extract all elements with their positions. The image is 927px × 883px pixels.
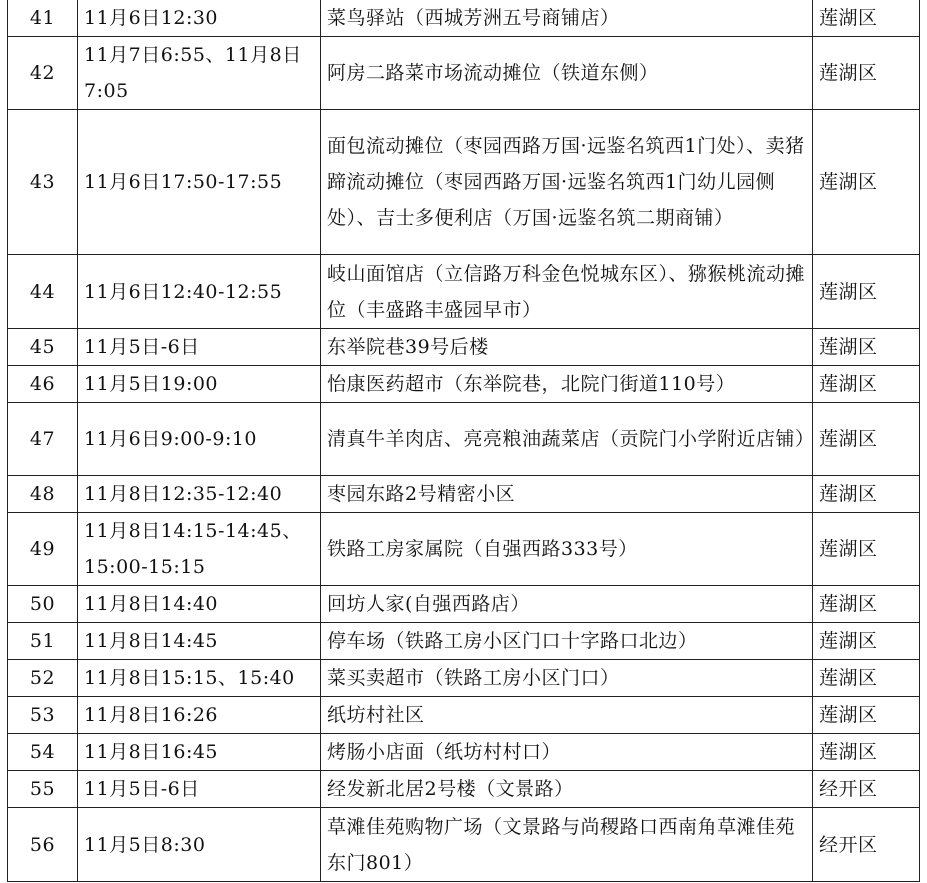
table-row xyxy=(8,513,920,586)
row-district: 莲湖区 xyxy=(813,513,920,586)
table-row xyxy=(8,329,920,366)
row-district: 经开区 xyxy=(813,808,920,882)
row-time: 11月6日9:00-9:10 xyxy=(78,403,321,476)
row-district: 莲湖区 xyxy=(813,37,920,110)
row-place: 怡康医药超市（东举院巷，北院门街道110号） xyxy=(321,366,813,403)
row-number: 56 xyxy=(8,808,78,882)
row-number: 43 xyxy=(8,110,78,255)
row-place: 阿房二路菜市场流动摊位（铁道东侧） xyxy=(321,37,813,110)
row-number: 41 xyxy=(8,0,78,37)
row-district: 莲湖区 xyxy=(813,697,920,734)
table-row xyxy=(8,660,920,697)
row-number: 46 xyxy=(8,366,78,403)
table-row xyxy=(8,0,920,37)
row-number: 50 xyxy=(8,586,78,623)
row-time: 11月6日17:50-17:55 xyxy=(78,110,321,255)
row-place: 烤肠小店面（纸坊村村口） xyxy=(321,734,813,771)
table-row xyxy=(8,403,920,476)
row-district: 莲湖区 xyxy=(813,329,920,366)
row-number: 44 xyxy=(8,255,78,329)
row-number: 53 xyxy=(8,697,78,734)
row-number: 54 xyxy=(8,734,78,771)
row-place: 铁路工房家属院（自强西路333号） xyxy=(321,513,813,586)
row-district: 莲湖区 xyxy=(813,660,920,697)
row-number: 42 xyxy=(8,37,78,110)
table-row xyxy=(8,586,920,623)
row-district: 经开区 xyxy=(813,771,920,808)
row-district: 莲湖区 xyxy=(813,403,920,476)
row-place: 清真牛羊肉店、亮亮粮油蔬菜店（贡院门小学附近店铺） xyxy=(321,403,813,476)
row-time: 11月5日-6日 xyxy=(78,329,321,366)
row-district: 莲湖区 xyxy=(813,110,920,255)
row-time: 11月6日12:30 xyxy=(78,0,321,37)
row-place: 纸坊村社区 xyxy=(321,697,813,734)
row-place: 草滩佳苑购物广场（文景路与尚稷路口西南角草滩佳苑东门801） xyxy=(321,808,813,882)
location-table xyxy=(7,0,920,882)
table-row xyxy=(8,697,920,734)
row-place: 枣园东路2号精密小区 xyxy=(321,476,813,513)
row-number: 47 xyxy=(8,403,78,476)
row-district: 莲湖区 xyxy=(813,0,920,37)
table-row xyxy=(8,37,920,110)
row-place: 停车场（铁路工房小区门口十字路口北边） xyxy=(321,623,813,660)
row-district: 莲湖区 xyxy=(813,623,920,660)
row-time: 11月8日14:45 xyxy=(78,623,321,660)
row-district: 莲湖区 xyxy=(813,255,920,329)
row-place: 菜买卖超市（铁路工房小区门口） xyxy=(321,660,813,697)
row-time: 11月7日6:55、11月8日7:05 xyxy=(78,37,321,110)
table-row xyxy=(8,808,920,882)
row-number: 52 xyxy=(8,660,78,697)
row-number: 49 xyxy=(8,513,78,586)
row-place: 经发新北居2号楼（文景路） xyxy=(321,771,813,808)
row-place: 东举院巷39号后楼 xyxy=(321,329,813,366)
row-district: 莲湖区 xyxy=(813,476,920,513)
table-row xyxy=(8,623,920,660)
row-time: 11月8日16:26 xyxy=(78,697,321,734)
row-time: 11月6日12:40-12:55 xyxy=(78,255,321,329)
row-time: 11月8日14:40 xyxy=(78,586,321,623)
table-row xyxy=(8,255,920,329)
row-place: 菜鸟驿站（西城芳洲五号商铺店） xyxy=(321,0,813,37)
row-place: 回坊人家(自强西路店） xyxy=(321,586,813,623)
row-time: 11月8日14:15-14:45、15:00-15:15 xyxy=(78,513,321,586)
row-time: 11月8日12:35-12:40 xyxy=(78,476,321,513)
row-number: 51 xyxy=(8,623,78,660)
row-place: 岐山面馆店（立信路万科金色悦城东区）、猕猴桃流动摊位（丰盛路丰盛园早市） xyxy=(321,255,813,329)
table-row xyxy=(8,366,920,403)
row-district: 莲湖区 xyxy=(813,734,920,771)
row-place: 面包流动摊位（枣园西路万国·远鉴名筑西1门处）、卖猪蹄流动摊位（枣园西路万国·远鉴名筑西1门幼儿园侧处）、吉士多便利店（万国·远鉴名筑二期商铺） xyxy=(321,110,813,255)
row-time: 11月5日19:00 xyxy=(78,366,321,403)
table-row xyxy=(8,110,920,255)
row-number: 48 xyxy=(8,476,78,513)
row-number: 55 xyxy=(8,771,78,808)
row-district: 莲湖区 xyxy=(813,366,920,403)
table-row xyxy=(8,734,920,771)
row-time: 11月8日15:15、15:40 xyxy=(78,660,321,697)
row-district: 莲湖区 xyxy=(813,586,920,623)
table-row xyxy=(8,771,920,808)
row-time: 11月5日-6日 xyxy=(78,771,321,808)
table-row xyxy=(8,476,920,513)
row-time: 11月8日16:45 xyxy=(78,734,321,771)
row-time: 11月5日8:30 xyxy=(78,808,321,882)
row-number: 45 xyxy=(8,329,78,366)
